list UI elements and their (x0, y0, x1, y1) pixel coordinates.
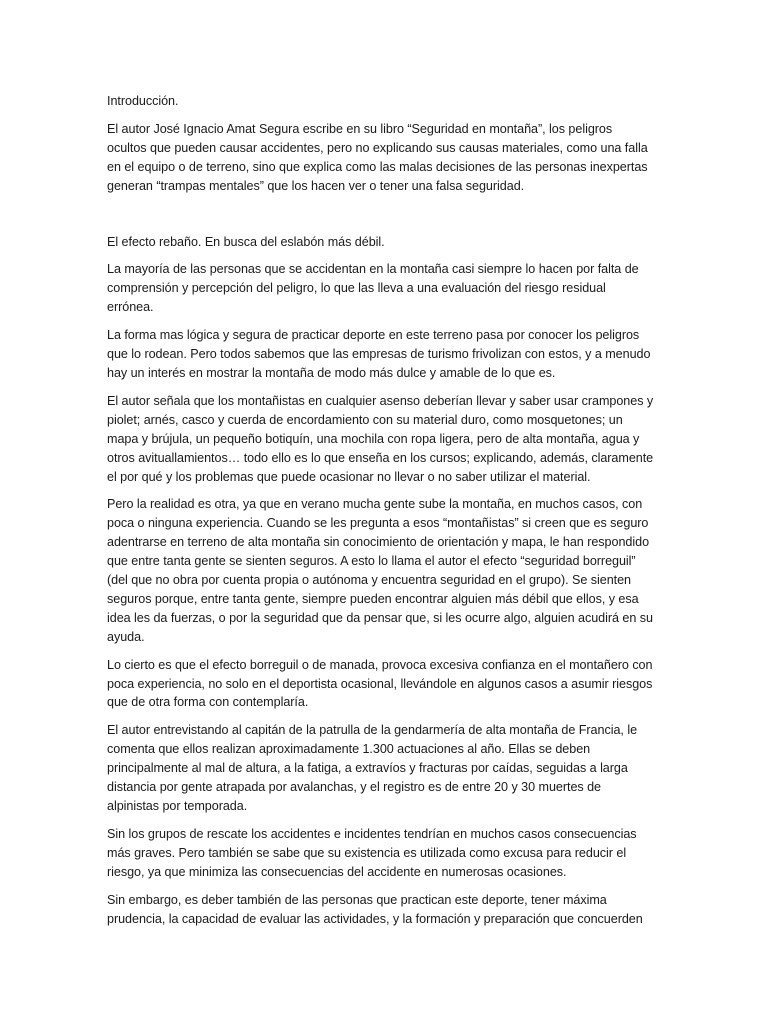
paragraph: El autor señala que los montañistas en cualquier asenso deberían llevar y saber usar crampones y piolet; arnés, casco y cuerda de encordamiento con su material duro, como mosquetones; un mapa y brújula, un pequeño botiquín, una mochila con ropa ligera, pero de alta montaña, agua y otros avituallamientos… todo ello es lo que enseña en los cursos; explicando, además, claramente el por qué y los problemas que puede ocasionar no llevar o no saber utilizar el material. (107, 393, 654, 484)
paragraph: Sin los grupos de rescate los accidentes e incidentes tendrían en muchos casos consecuencias más graves. Pero también se sabe que su existencia es utilizada como excusa para reducir el riesgo, ya que minimiza las consecuencias del accidente en numerosas ocasiones. (107, 826, 637, 879)
paragraph: Sin embargo, es deber también de las personas que practican este deporte, tener máxima prudencia, la capacidad de evaluar las actividades, y la formación y preparación que concuerden (107, 892, 643, 926)
section-spacer (107, 205, 655, 233)
section-heading: El efecto rebaño. En busca del eslabón más débil. (107, 234, 385, 249)
document-body (107, 92, 655, 937)
paragraph: La mayoría de las personas que se accidentan en la montaña casi siempre lo hacen por falta de comprensión y percepción del peligro, lo que las lleva a una evaluación del riesgo residual errónea. (107, 262, 639, 315)
paragraph: El autor entrevistando al capitán de la patrulla de la gendarmería de alta montaña de Francia, le comenta que ellos realizan aproximadamente 1.300 actuaciones al año. Ellas se deben principalmente al mal de altura, a la fatiga, a extravíos y fracturas por caídas, seguidas a larga distancia por gente atrapada por avalanchas, y el registro es de entre 20 y 30 muertes de alpinistas por temporada. (107, 723, 638, 813)
paragraph: Pero la realidad es otra, ya que en verano mucha gente sube la montaña, en muchos casos, con poca o ninguna experiencia. Cuando se les pregunta a esos “montañistas” si creen que es seguro adentrarse en terreno de alta montaña sin conocimiento de orientación y mapa, le han respondido que entre tanta gente se sienten seguros. A esto lo llama el autor el efecto “seguridad borreguil” (del que no obra por cuenta propia o autónoma y encuentra seguridad en el grupo). Se sienten seguros porque, entre tanta gente, siempre pueden encontrar alguien más débil que ellos, y esa idea les da fuerzas, o por la seguridad que da pensar que, si les ocurre algo, alguien acudirá en su ayuda. (107, 497, 653, 644)
intro-paragraph: El autor José Ignacio Amat Segura escribe en su libro “Seguridad en montaña”, los peligros ocultos que pueden causar accidentes, pero no explicando sus causas materiales, como una falla en el equipo o de terreno, sino que explica como las malas decisiones de las personas inexpertas generan “trampas mentales” que los hacen ver o tener una falsa seguridad. (107, 121, 648, 193)
paragraph: Lo cierto es que el efecto borreguil o de manada, provoca excesiva confianza en el montañero con poca experiencia, no solo en el deportista ocasional, llevándole en algunos casos a asumir riesgos que de otra forma con contemplaría. (107, 657, 653, 710)
paragraph: La forma mas lógica y segura de practicar deporte en este terreno pasa por conocer los peligros que lo rodean. Pero todos sabemos que las empresas de turismo frivolizan con estos, y a menudo hay un interés en mostrar la montaña de modo más dulce y amable de lo que es. (107, 328, 651, 380)
intro-heading: Introducción. (107, 94, 179, 108)
